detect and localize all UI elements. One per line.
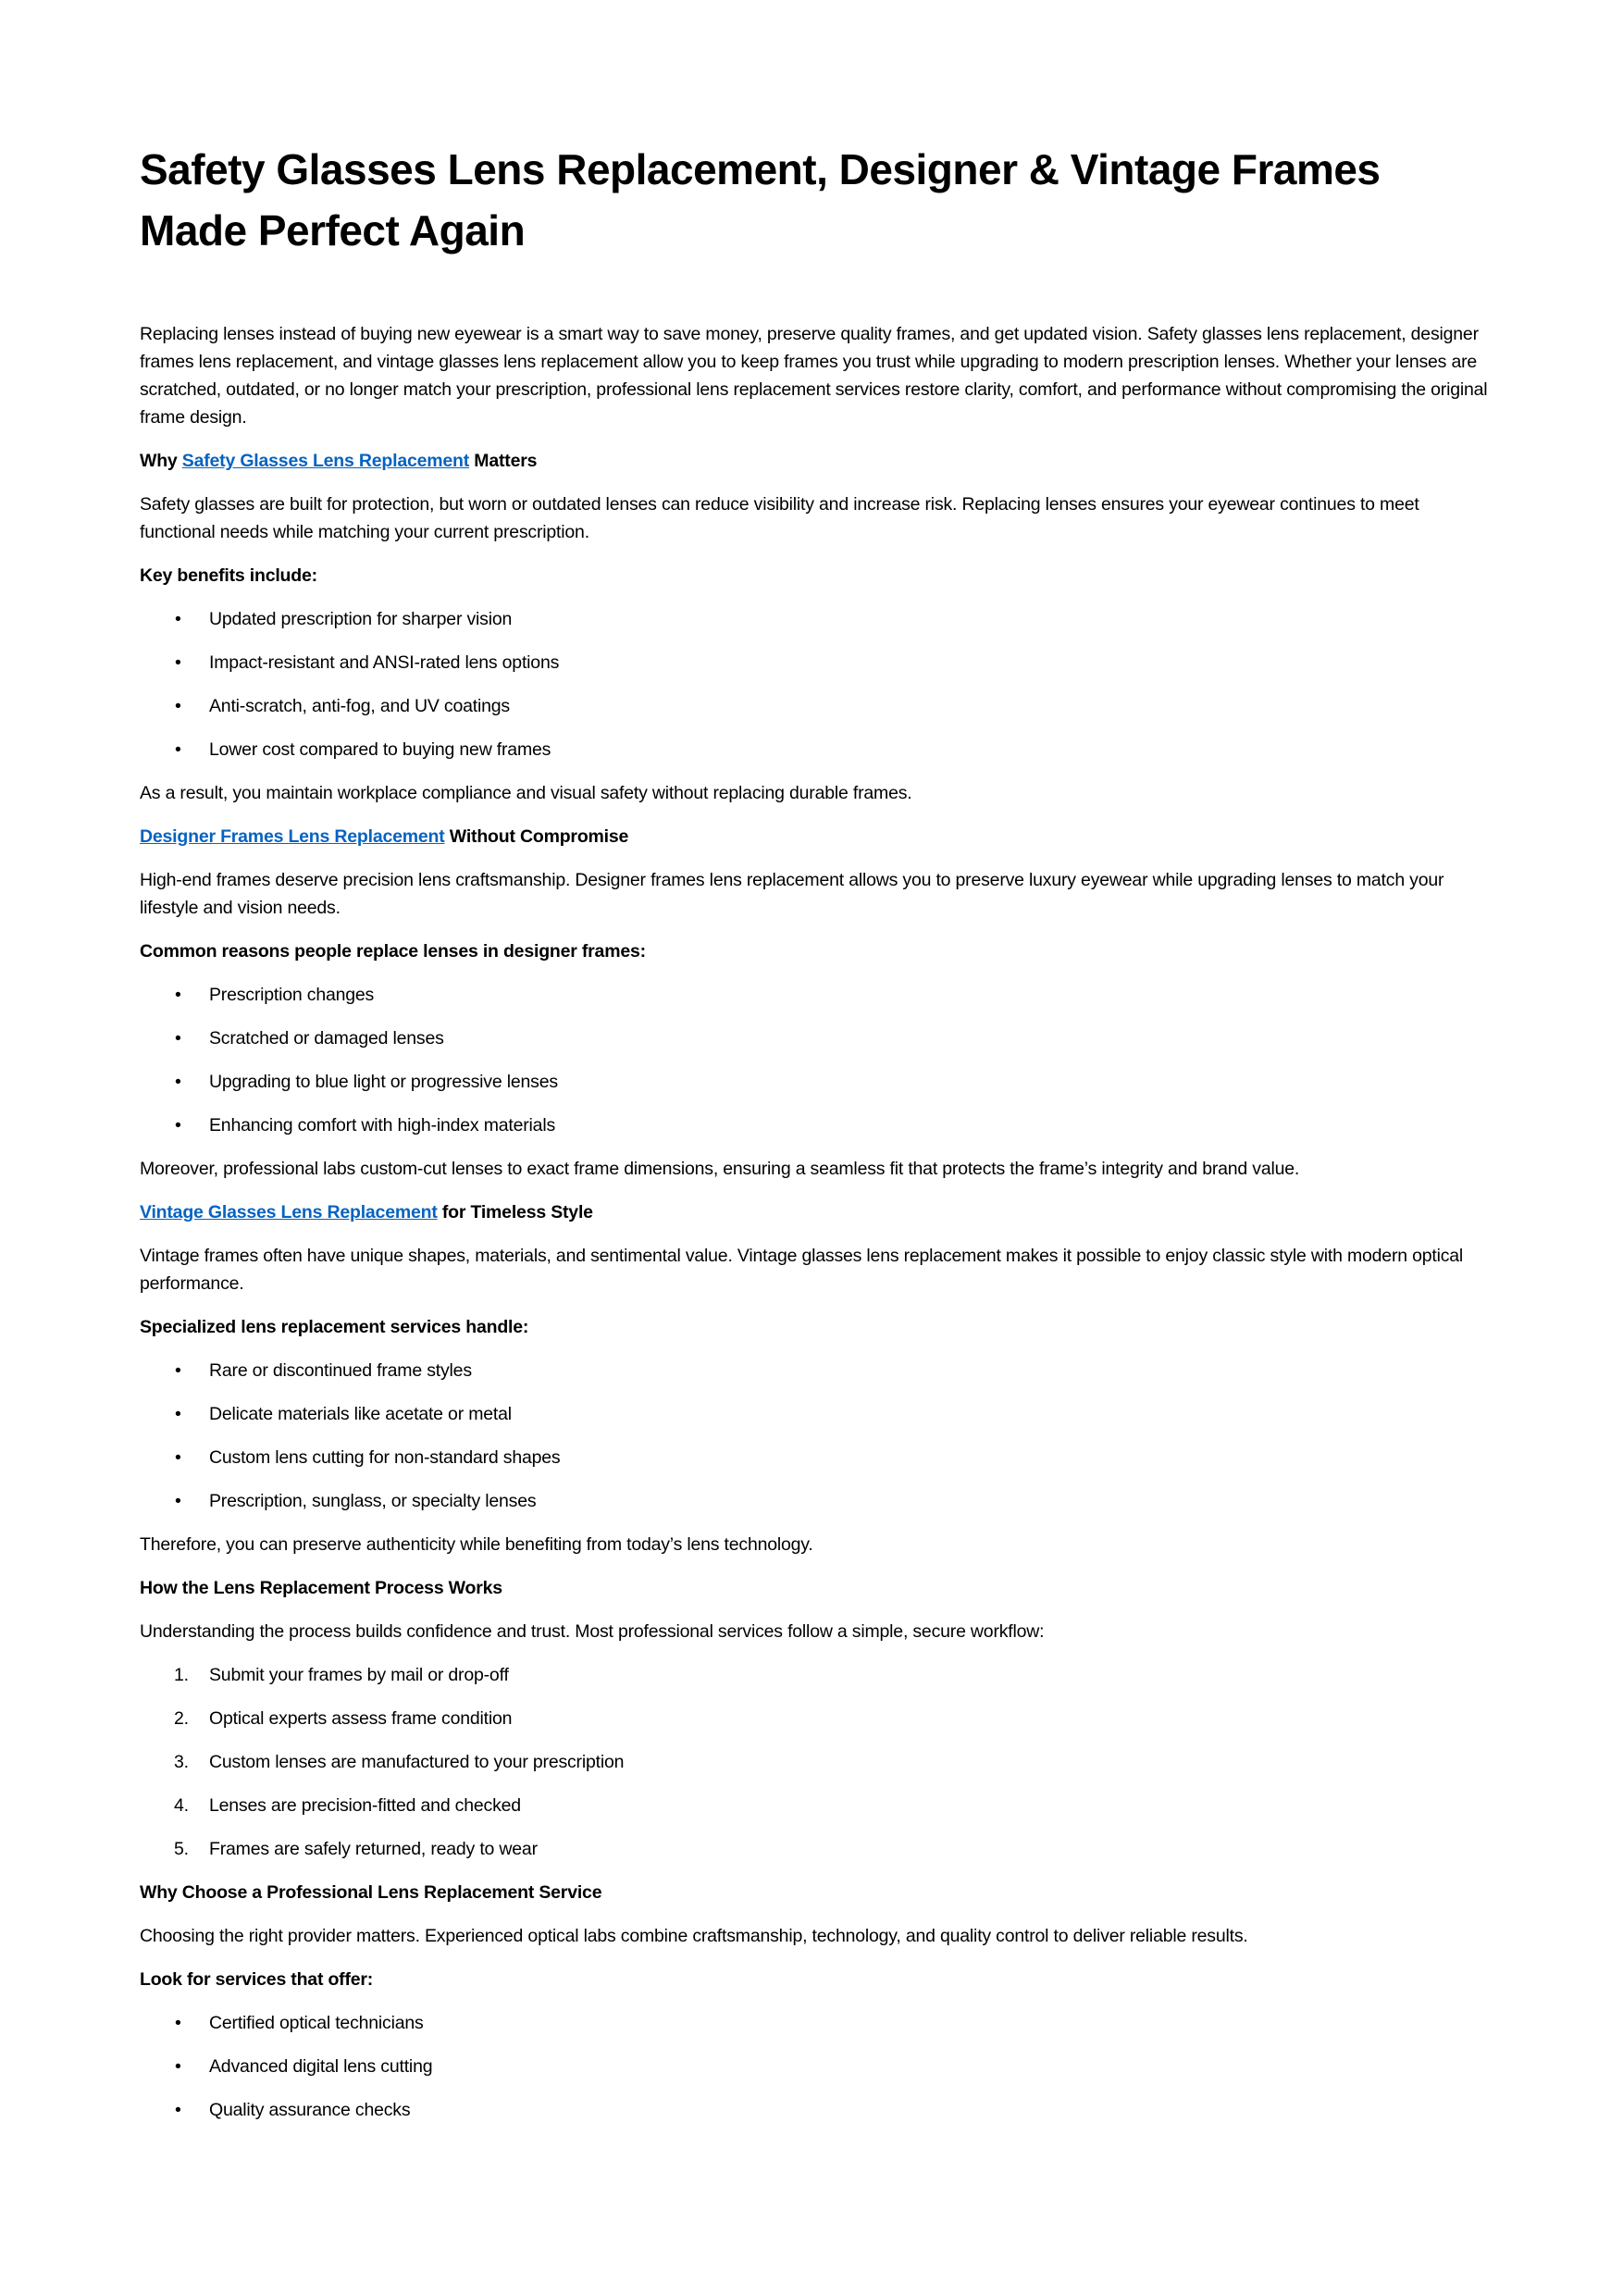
list-item-text: Advanced digital lens cutting [209, 2056, 433, 2077]
bullet-icon: • [175, 1404, 181, 1424]
list-item [140, 1444, 1491, 1471]
bullet-icon: • [175, 739, 181, 760]
list-item-text: Prescription, sunglass, or specialty lenses [209, 1491, 537, 1511]
list-item [140, 1661, 1491, 1689]
list-item [140, 981, 1491, 1009]
heading-text: for Timeless Style [437, 1202, 593, 1222]
list-item-text: Enhancing comfort with high-index materials [209, 1115, 556, 1136]
step-number: 5. [174, 1839, 189, 1859]
safety-glasses-link[interactable]: Safety Glasses Lens Replacement [181, 451, 470, 471]
heading-text: Why [140, 451, 182, 471]
list-item-text: Quality assurance checks [209, 2100, 411, 2120]
reasons-list [140, 981, 1491, 1139]
section-heading-vintage [140, 1198, 1491, 1226]
page-title: Safety Glasses Lens Replacement, Designer & Vintage Frames Made Perfect Again [140, 145, 1381, 254]
bullet-icon: • [175, 1028, 181, 1049]
list-item [140, 1792, 1491, 1819]
section-paragraph: High-end frames deserve precision lens craftsmanship. Designer frames lens replacement allows you to preserve luxury eyewear while upgrading lenses to match your lifestyle and vision needs. [140, 870, 1444, 918]
step-number: 1. [174, 1665, 189, 1685]
list-item-text: Delicate materials like acetate or metal [209, 1404, 512, 1424]
list-item [140, 1024, 1491, 1052]
intro-paragraph: Replacing lenses instead of buying new eyewear is a smart way to save money, preserve quality frames, and get updated vision. Safety glasses lens replacement, designer frames lens replacement, and vintage glasses lens replacement allow you to keep frames you trust while upgrading to modern prescription lenses. Whether your lenses are scratched, outdated, or no longer match your prescription, professional lens replacement services restore clarity, comfort, and performance without compromising the original frame design. [140, 324, 1488, 428]
bullet-icon: • [175, 2100, 181, 2120]
list-item [140, 2009, 1491, 2037]
section-heading-designer [140, 823, 1491, 850]
list-item [140, 736, 1491, 763]
list-item [140, 1705, 1491, 1732]
section-closing: Therefore, you can preserve authenticity while benefiting from today’s lens technology. [140, 1534, 813, 1555]
bullet-icon: • [175, 2013, 181, 2033]
list-item-text: Certified optical technicians [209, 2013, 424, 2033]
offerings-list [140, 2009, 1491, 2124]
list-item [140, 1748, 1491, 1776]
list-item [140, 2096, 1491, 2124]
list-item [140, 1400, 1491, 1428]
bullet-icon: • [175, 1491, 181, 1511]
benefits-list [140, 605, 1491, 763]
section-paragraph: Choosing the right provider matters. Experienced optical labs combine craftsmanship, technology, and quality control to deliver reliable results. [140, 1926, 1248, 1946]
section-heading-safety [140, 447, 1491, 475]
list-item-text: Updated prescription for sharper vision [209, 609, 513, 629]
vintage-glasses-link[interactable]: Vintage Glasses Lens Replacement [140, 1202, 438, 1222]
step-number: 4. [174, 1795, 189, 1816]
list-item-text: Frames are safely returned, ready to wear [209, 1839, 538, 1859]
list-item-text: Lenses are precision-fitted and checked [209, 1795, 521, 1816]
heading-text: Without Compromise [444, 826, 629, 847]
list-item-text: Optical experts assess frame condition [209, 1708, 513, 1729]
subheading: Common reasons people replace lenses in designer frames: [140, 941, 646, 962]
heading-text: Matters [469, 451, 538, 471]
step-number: 3. [174, 1752, 189, 1772]
section-heading-why-choose: Why Choose a Professional Lens Replacement Service [140, 1882, 602, 1903]
section-closing: As a result, you maintain workplace compliance and visual safety without replacing durable frames. [140, 783, 912, 803]
list-item-text: Submit your frames by mail or drop-off [209, 1665, 509, 1685]
list-item-text: Scratched or damaged lenses [209, 1028, 444, 1049]
list-item-text: Rare or discontinued frame styles [209, 1360, 472, 1381]
bullet-icon: • [175, 2056, 181, 2077]
list-item [140, 1068, 1491, 1096]
services-list [140, 1357, 1491, 1515]
section-paragraph: Safety glasses are built for protection, but worn or outdated lenses can reduce visibility and increase risk. Replacing lenses ensures your eyewear continues to meet functional needs while matching your current prescription. [140, 494, 1419, 542]
subheading: Key benefits include: [140, 565, 317, 586]
designer-frames-link[interactable]: Designer Frames Lens Replacement [140, 826, 445, 847]
section-heading-process: How the Lens Replacement Process Works [140, 1578, 502, 1598]
bullet-icon: • [175, 1447, 181, 1468]
list-item [140, 1835, 1491, 1863]
list-item [140, 1357, 1491, 1384]
list-item-text: Impact-resistant and ANSI-rated lens options [209, 652, 560, 673]
list-item [140, 605, 1491, 633]
bullet-icon: • [175, 609, 181, 629]
list-item [140, 692, 1491, 720]
section-paragraph: Understanding the process builds confidence and trust. Most professional services follow a simple, secure workflow: [140, 1621, 1045, 1642]
bullet-icon: • [175, 696, 181, 716]
section-paragraph: Vintage frames often have unique shapes, materials, and sentimental value. Vintage glasses lens replacement makes it possible to enjoy classic style with modern optical performance. [140, 1246, 1464, 1294]
list-item-text: Prescription changes [209, 985, 375, 1005]
list-item-text: Lower cost compared to buying new frames [209, 739, 551, 760]
step-number: 2. [174, 1708, 189, 1729]
list-item [140, 2053, 1491, 2080]
bullet-icon: • [175, 1072, 181, 1092]
list-item-text: Anti-scratch, anti-fog, and UV coatings [209, 696, 510, 716]
list-item-text: Custom lens cutting for non-standard shapes [209, 1447, 561, 1468]
subheading: Look for services that offer: [140, 1969, 374, 1990]
bullet-icon: • [175, 1115, 181, 1136]
list-item [140, 649, 1491, 676]
subheading: Specialized lens replacement services handle: [140, 1317, 529, 1337]
bullet-icon: • [175, 652, 181, 673]
list-item-text: Upgrading to blue light or progressive lenses [209, 1072, 558, 1092]
section-closing: Moreover, professional labs custom-cut lenses to exact frame dimensions, ensuring a seamless fit that protects the frame’s integrity and brand value. [140, 1159, 1300, 1179]
bullet-icon: • [175, 1360, 181, 1381]
list-item [140, 1487, 1491, 1515]
process-steps-list [140, 1661, 1491, 1863]
list-item [140, 1111, 1491, 1139]
document-page [140, 139, 1491, 2140]
list-item-text: Custom lenses are manufactured to your prescription [209, 1752, 625, 1772]
bullet-icon: • [175, 985, 181, 1005]
